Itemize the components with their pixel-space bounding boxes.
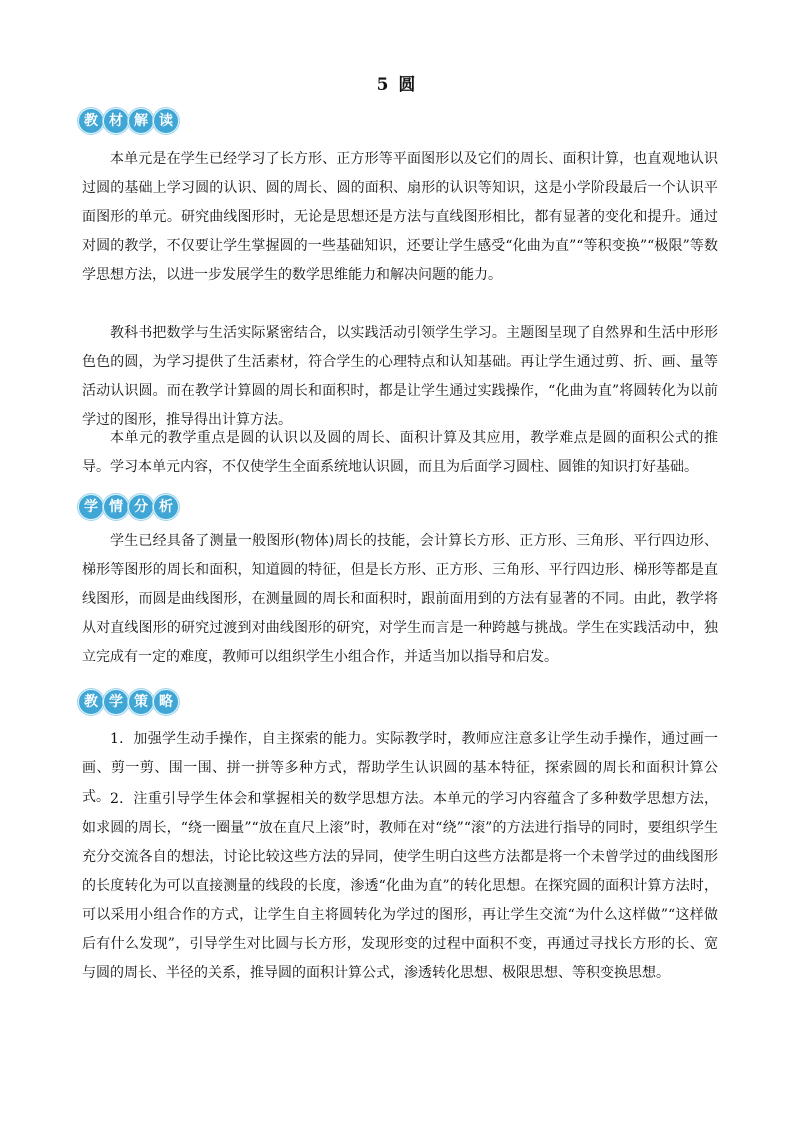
paragraph: 本单元的教学重点是圆的认识以及圆的周长、面积计算及其应用，教学难点是圆的面积公式的推导。学习本单元内容，不仅使学生全面系统地认识圆，而且为后面学习圆柱、圆锥的知识打好基础。: [82, 430, 718, 475]
paragraph: 1．加强学生动手操作，自主探索的能力。实际教学时，教师应注意多让学生动手操作，通过画一画、剪一剪、围一围、拼一拼等多种方式，帮助学生认识圆的基本特征，探索圆的周长和面积计算公式。: [82, 731, 718, 805]
badge-char: 分: [128, 494, 154, 520]
section-badge-textbook-analysis: [78, 108, 178, 135]
paragraph: 2．注重引导学生体会和掌握相关的数学思想方法。本单元的学习内容蕴含了多种数学思想方法，如求圆的周长，“绕一圈量”“放在直尺上滚”时，教师在对“绕”“滚”的方法进行指导的同时，要组织学生充分交流各自的想法，讨论比较这些方法的异同，使学生明白这些方法都是将一个未曾学过的曲线图形的长度转化为可以直接测量的线段的长度，渗透“化曲为直”的转化思想。在探究圆的面积计算方法时，可以采用小组合作的方式，让学生自主将圆转化为学过的图形，再让学生交流“为什么这样做”“这样做后有什么发现”，引导学生对比圆与长方形，发现形变的过程中面积不变，再通过寻找长方形的长、宽与圆的周长、半径的关系，推导圆的面积计算公式，渗透转化思想、极限思想、等积变换思想。: [82, 791, 718, 981]
badge-char: 学: [103, 689, 129, 715]
badge-char: 情: [103, 494, 129, 520]
badge-char: 读: [153, 108, 179, 134]
badge-char: 解: [128, 108, 154, 134]
badge-char: 略: [153, 689, 179, 715]
badge-char: 教: [78, 108, 104, 134]
badge-char: 析: [153, 494, 179, 520]
badge-char: 策: [128, 689, 154, 715]
paragraph: 学生已经具备了测量一般图形(物体)周长的技能，会计算长方形、正方形、三角形、平行四边形、梯形等图形的周长和面积，知道圆的特征，但是长方形、正方形、三角形、平行四边形、梯形等都是直线图形，而圆是曲线图形，在测量圆的周长和面积时，跟前面用到的方法有显著的不同。由此，教学将从对直线图形的研究过渡到对曲线图形的研究，对学生而言是一种跨越与挑战。学生在实践活动中，独立完成有一定的难度，教师可以组织学生小组合作，并适当加以指导和启发。: [82, 533, 718, 665]
section-badge-teaching-strategy: [78, 689, 178, 716]
badge-char: 学: [78, 494, 104, 520]
badge-char: 教: [78, 689, 104, 715]
paragraph: 教科书把数学与生活实际紧密结合，以实践活动引领学生学习。主题图呈现了自然界和生活中形形色色的圆，为学习提供了生活素材，符合学生的心理特点和认知基础。再让学生通过剪、折、画、量等活动认识圆。而在教学计算圆的周长和面积时，都是让学生通过实践操作，“化曲为直”将圆转化为以前学过的图形，推导得出计算方法。: [82, 325, 718, 428]
badge-char: 材: [103, 108, 129, 134]
page-title: 5 圆: [376, 75, 418, 95]
section-badge-learner-analysis: [78, 494, 178, 521]
paragraph: 本单元是在学生已经学习了长方形、正方形等平面图形以及它们的周长、面积计算，也直观地认识过圆的基础上学习圆的认识、圆的周长、圆的面积、扇形的认识等知识，这是小学阶段最后一个认识平面图形的单元。研究曲线图形时，无论是思想还是方法与直线图形相比，都有显著的变化和提升。通过对圆的教学，不仅要让学生掌握圆的一些基础知识，还要让学生感受“化曲为直”“等积变换”“极限”等数学思想方法，以进一步发展学生的数学思维能力和解决问题的能力。: [82, 151, 718, 283]
